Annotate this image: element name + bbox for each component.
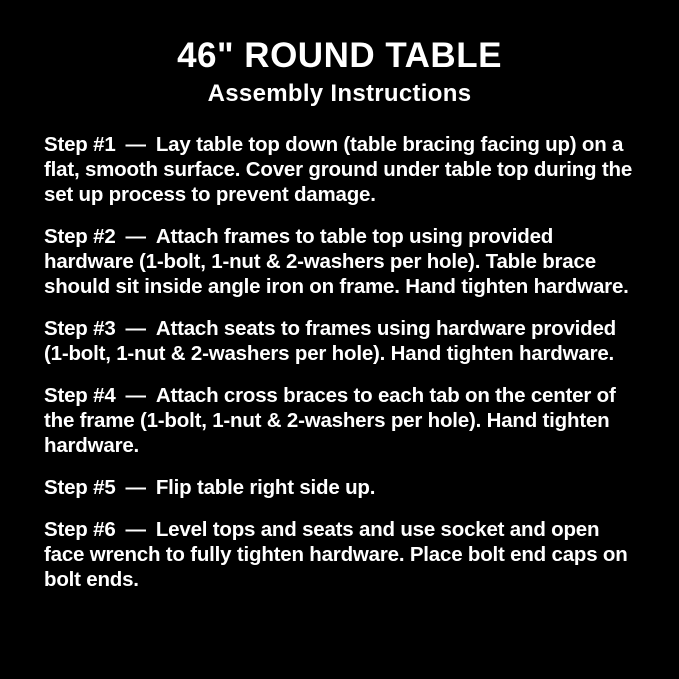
page-subtitle: Assembly Instructions [207,80,472,107]
step-2-label: Step #2 [44,225,116,248]
step-2 [44,224,637,299]
step-1 [44,132,637,207]
step-3-label: Step #3 [44,317,116,340]
steps-list [44,132,637,592]
step-1-dash: — [125,133,146,156]
step-3 [44,316,637,366]
step-2-text: Attach frames to table top using provided hardware (1-bolt, 1-nut & 2-washers per hole). Table brace should sit inside angle iron on frame. Hand tighten hardware. [44,225,629,298]
step-6-label: Step #6 [44,518,116,541]
step-5-label: Step #5 [44,476,116,499]
step-4-dash: — [125,384,146,407]
step-4-label: Step #4 [44,384,116,407]
step-5-text: Flip table right side up. [155,476,376,499]
step-3-text: Attach seats to frames using hardware provided (1-bolt, 1-nut & 2-washers per hole). Hand tighten hardware. [44,317,616,365]
step-1-label: Step #1 [44,133,116,156]
step-2-dash: — [125,225,146,248]
step-4-text: Attach cross braces to each tab on the center of the frame (1-bolt, 1-nut & 2-washers per hole). Hand tighten hardware. [44,384,616,457]
step-4 [44,383,637,458]
step-5 [44,475,637,500]
step-6 [44,517,637,592]
step-1-text: Lay table top down (table bracing facing up) on a flat, smooth surface. Cover ground under table top during the set up process to prevent damage. [44,133,633,206]
step-6-text: Level tops and seats and use socket and open face wrench to fully tighten hardware. Place bolt end caps on bolt ends. [44,518,628,591]
step-3-dash: — [125,317,146,340]
page-title: 46" ROUND TABLE [177,36,502,75]
step-5-dash: — [125,476,146,499]
step-6-dash: — [125,518,146,541]
